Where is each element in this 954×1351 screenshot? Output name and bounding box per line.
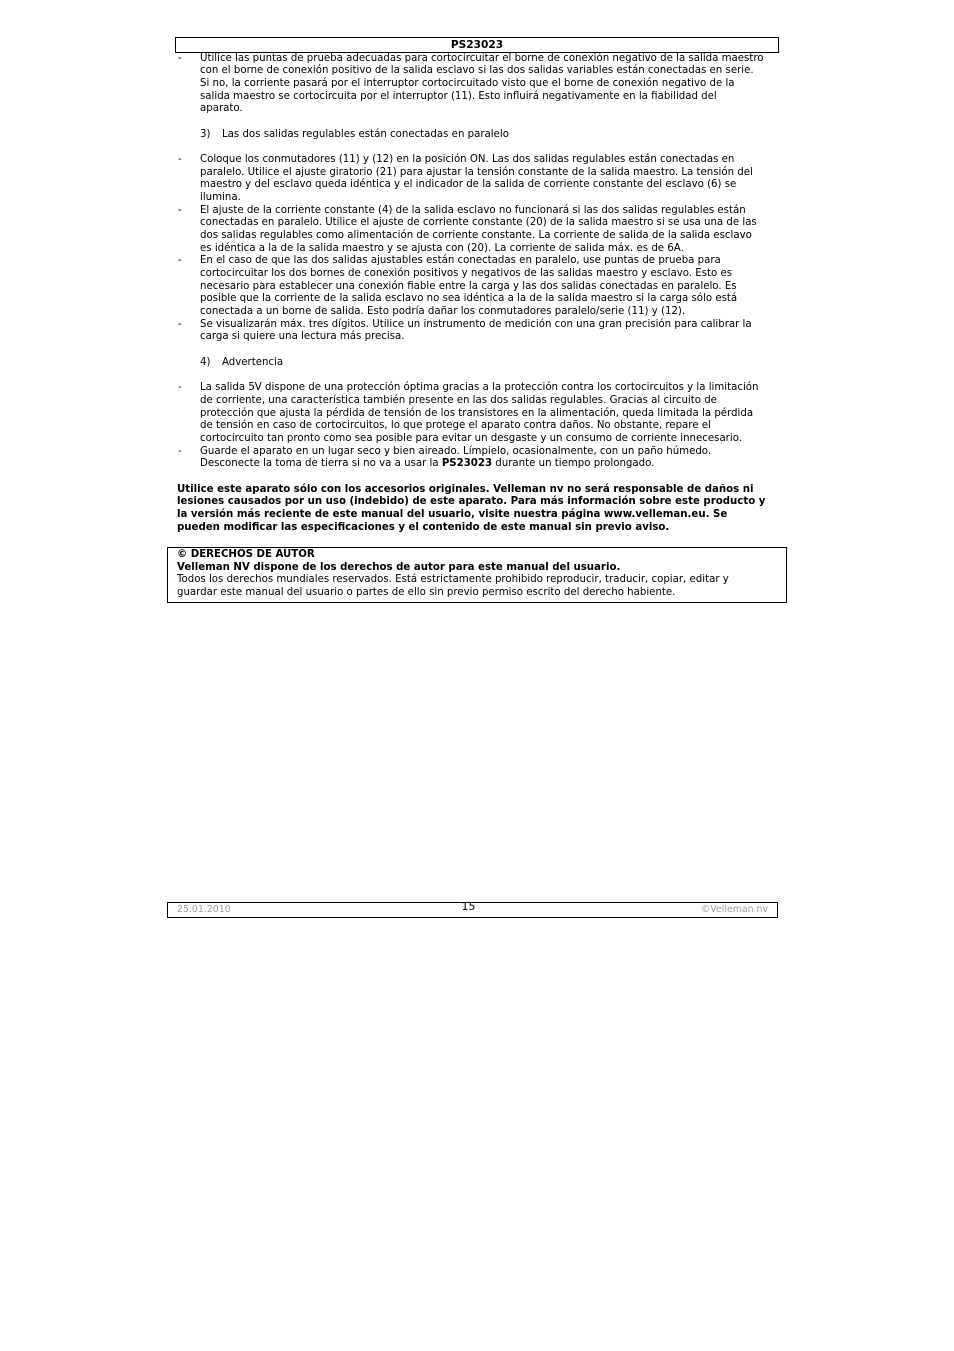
text-line: Todos los derechos mundiales reservados. Está estrictamente prohibido reproducir, traducir, copiar, editar y — [177, 574, 729, 586]
text-line: Coloque los conmutadores (11) y (12) en la posición ON. Las dos salidas regulables están conectadas en — [200, 154, 735, 166]
model-reference: PS23023 — [441, 458, 493, 470]
text-line: protección que ajusta la pérdida de tensión de los transistores en la alimentación, queda limitada la pérdida — [200, 407, 754, 419]
list-item — [177, 446, 797, 471]
footer-date: 25.01.2010 — [177, 904, 231, 915]
text-line: Se visualizarán máx. tres dígitos. Utilice un instrumento de medición con una gran precisión para calibrar la — [200, 318, 752, 330]
text-line: paralelo. Utilice el ajuste giratorio (21) para ajustar la tensión constante de la salida maestro. La tensión del — [200, 166, 753, 178]
text-line: de tensión en caso de cortocircuitos, lo que protege el aparato contra daños. No obstante, repare el — [200, 420, 711, 432]
text-line: la versión más reciente de este manual del usuario, visite nuestra página www.velleman.eu. Se — [177, 508, 728, 520]
text-line: de corriente, una característica también presente en las dos salidas regulables. Gracias al circuito de — [200, 394, 717, 406]
section-heading-3 — [177, 129, 797, 142]
text-line: posible que la corriente de la salida esclavo no sea idéntica a la de la salida maestro si la carga sólo está — [200, 293, 738, 305]
page-header — [175, 37, 779, 53]
model-title: PS23023 — [450, 39, 504, 51]
disclaimer-notice — [177, 484, 797, 535]
list-item — [177, 53, 797, 116]
text-line: guardar este manual del usuario o partes de ello sin previo permiso escrito del derecho habiente. — [177, 587, 676, 599]
section-heading-4 — [177, 357, 797, 370]
text-line: cortocircuito tan pronto como sea posible para evitar un desgaste y un consumo de corriente innecesario. — [200, 432, 742, 444]
section-number: 4) — [200, 356, 211, 368]
text-line: dos salidas regulables como alimentación de corriente constante. La corriente de salida de la salida esclavo — [200, 230, 752, 242]
text-line — [200, 458, 797, 471]
text-line: carga si quiere una lectura más precisa. — [200, 331, 405, 343]
page-footer — [167, 902, 778, 918]
list-item — [177, 382, 797, 445]
bullet-marker: - — [178, 318, 182, 330]
text-line: maestro y del esclavo queda idéntica y el indicador de la salida de corriente constante del esclavo (6) se — [200, 179, 737, 191]
text-line: es idéntica a la de la salida maestro y se ajusta con (20). La corriente de salida máx. es de 6A. — [200, 242, 684, 254]
text-line: ilumina. — [200, 192, 241, 204]
text-line: Utilice este aparato sólo con los accesorios originales. Velleman nv no será responsable de daños ni — [177, 483, 754, 495]
text-run: Desconecte la toma de tierra si no va a usar la — [200, 458, 442, 470]
text-line: Si no, la corriente pasará por el interruptor cortocircuitado visto que el borne de conexión negativo de la — [200, 78, 735, 90]
bullet-marker: - — [178, 154, 182, 166]
bullet-marker: - — [178, 52, 182, 64]
text-line: aparato. — [200, 103, 243, 115]
section-title: Las dos salidas regulables están conectadas en paralelo — [222, 128, 509, 140]
text-line: Utilice las puntas de prueba adecuadas para cortocircuitar el borne de conexión negativo de la salida maestro — [200, 52, 764, 64]
text-line: lesiones causados por un uso (indebido) de este aparato. Para más información sobre este producto y — [177, 496, 766, 508]
list-item — [177, 255, 797, 318]
list-item — [177, 205, 797, 256]
section-number: 3) — [200, 128, 211, 140]
list-item — [177, 154, 797, 205]
text-line: necesario para establecer una conexión fiable entre la carga y las dos salidas conectadas en paralelo. Es — [200, 280, 737, 292]
text-line: pueden modificar las especificaciones y el contenido de este manual sin previo aviso. — [177, 521, 670, 533]
text-line: Guarde el aparato en un lugar seco y bien aireado. Límpielo, ocasionalmente, con un paño húmedo. — [200, 445, 712, 457]
text-line: En el caso de que las dos salidas ajustables están conectadas en paralelo, use puntas de prueba para — [200, 255, 721, 267]
copyright-box — [167, 547, 787, 603]
text-line: cortocircuitar los dos bornes de conexión positivos y negativos de las salidas maestro y esclavo. Esto es — [200, 268, 733, 280]
text-line: La salida 5V dispone de una protección óptima gracias a la protección contra los cortocircuitos y la limitación — [200, 382, 759, 394]
copyright-title: © DERECHOS DE AUTOR — [177, 549, 315, 560]
text-run: durante un tiempo prolongado. — [492, 458, 655, 470]
text-line: conectadas en paralelo. Utilice el ajuste de corriente constante (20) de la salida maestro si se usa una de las — [200, 217, 757, 229]
list-item — [177, 319, 797, 344]
bullet-marker: - — [178, 255, 182, 267]
text-line: salida maestro se cortocircuita por el interruptor (11). Esto influirá negativamente en la fiabilidad del — [200, 90, 717, 102]
copyright-owner: Velleman NV dispone de los derechos de autor para este manual del usuario. — [177, 561, 621, 573]
bullet-marker: - — [178, 445, 182, 457]
text-line: El ajuste de la corriente constante (4) de la salida esclavo no funcionará si las dos salidas regulables están — [200, 204, 746, 216]
bullet-marker: - — [178, 382, 182, 394]
bullet-marker: - — [178, 204, 182, 216]
footer-brand: ©Velleman nv — [700, 904, 768, 915]
page-body — [177, 53, 797, 535]
section-title: Advertencia — [222, 356, 284, 368]
text-line: con el borne de conexión positivo de la salida esclavo si las dos salidas variables están conectadas en serie. — [200, 65, 754, 77]
page-number: 15 — [461, 900, 476, 913]
text-line: conectada a un borne de salida. Esto podría dañar los conmutadores paralelo/serie (11) y (12). — [200, 306, 686, 318]
